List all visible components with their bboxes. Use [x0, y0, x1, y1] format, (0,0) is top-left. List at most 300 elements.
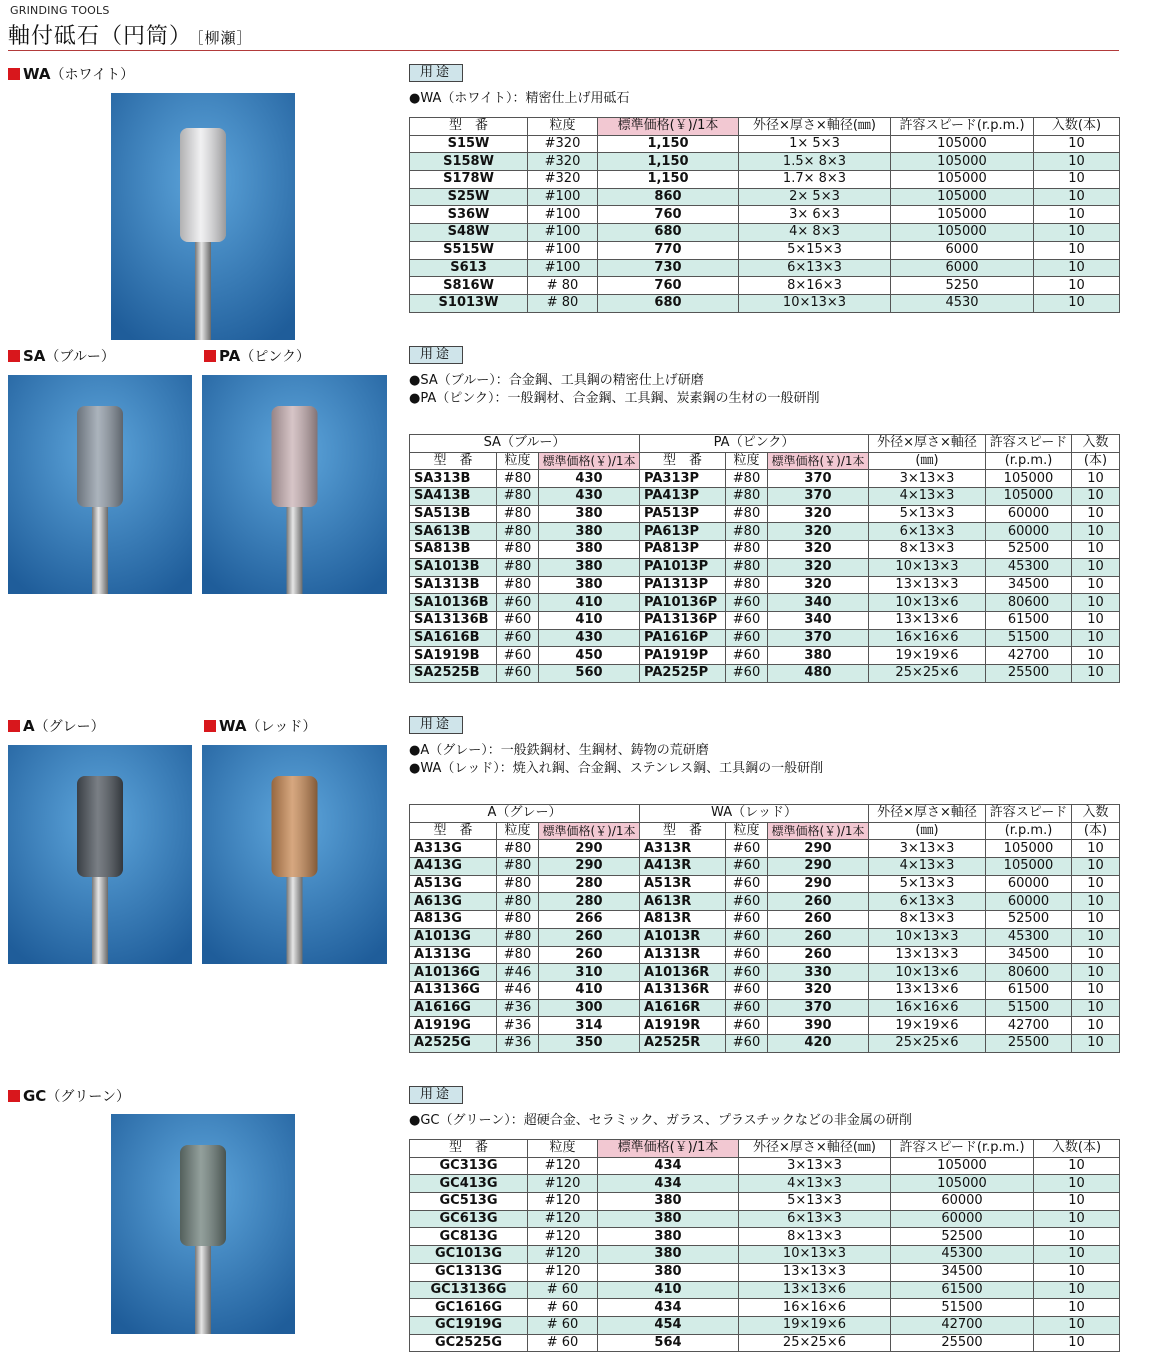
table-cell: 330 [768, 964, 869, 982]
table-cell: #80 [497, 576, 539, 594]
table-cell: 3× 6×3 [739, 206, 891, 224]
table-cell: 260 [768, 946, 869, 964]
table-cell: #320 [528, 171, 598, 189]
table-cell: 13×13×3 [869, 946, 986, 964]
table-cell: #80 [726, 558, 768, 576]
table-cell: #60 [726, 928, 768, 946]
table-cell: 380 [598, 1263, 739, 1281]
table-cell: 4×13×3 [869, 858, 986, 876]
table-cell: 10 [1072, 893, 1120, 911]
col-qty: 入数(本) [1034, 1140, 1120, 1158]
col-price: 標準価格(￥)/1本 [598, 1140, 739, 1158]
use-line: ●GC（グリーン）：超硬合金、セラミック、ガラス、プラスチックなどの非金属の研削 [409, 1113, 912, 1128]
table-cell: 480 [768, 664, 869, 682]
table-cell: 10 [1034, 1210, 1120, 1228]
table-cell: 10 [1072, 470, 1120, 488]
table-cell: 3×13×3 [739, 1157, 891, 1175]
category-code: GC [23, 1087, 47, 1105]
table-cell: 266 [539, 911, 640, 929]
table-cell: SA313B [410, 470, 497, 488]
table-row [410, 558, 1120, 576]
table-cell: 320 [768, 541, 869, 559]
table-cell: S25W [410, 188, 528, 206]
table-cell: PA613P [640, 523, 726, 541]
table-cell: A1013G [410, 928, 497, 946]
table-cell: #80 [726, 576, 768, 594]
table-cell: #120 [528, 1246, 598, 1264]
table-cell: 10 [1072, 523, 1120, 541]
table-cell: #60 [726, 647, 768, 665]
category-label-wa-red [204, 716, 316, 736]
col-grit: 粒度 [528, 118, 598, 136]
spec-table-sa-pa [409, 434, 1120, 683]
category-code: WA [23, 65, 51, 83]
table-cell: PA513P [640, 505, 726, 523]
table-cell: #60 [497, 664, 539, 682]
table-cell: 370 [768, 488, 869, 506]
table-cell: 1,150 [598, 135, 739, 153]
group-header-wa: WA（レッド） [640, 805, 869, 823]
table-cell: #60 [726, 1034, 768, 1052]
table-cell: 16×16×6 [739, 1299, 891, 1317]
table-cell: 260 [539, 928, 640, 946]
table-cell: 105000 [986, 858, 1072, 876]
table-row [410, 893, 1120, 911]
table-row [410, 1017, 1120, 1035]
table-cell: 60000 [891, 1210, 1034, 1228]
table-row [410, 964, 1120, 982]
table-cell: #120 [528, 1157, 598, 1175]
table-row [410, 277, 1120, 295]
col-price: 標準価格(￥)/1本 [768, 822, 869, 840]
table-cell: 5250 [891, 277, 1034, 295]
table-cell: 10×13×6 [869, 964, 986, 982]
table-cell: #60 [726, 946, 768, 964]
table-cell: A2525G [410, 1034, 497, 1052]
category-name: （ブルー） [45, 349, 115, 365]
table-cell: 380 [598, 1193, 739, 1211]
col-model: 型 番 [640, 452, 726, 470]
table-cell: 25500 [891, 1334, 1034, 1352]
table-row [410, 1281, 1120, 1299]
table-cell: #60 [726, 893, 768, 911]
table-row [410, 1034, 1120, 1052]
table-cell: A1919R [640, 1017, 726, 1035]
table-cell: S515W [410, 241, 528, 259]
table-row [410, 241, 1120, 259]
table-cell: GC1313G [410, 1263, 528, 1281]
table-cell: #100 [528, 224, 598, 242]
table-cell: 13×13×3 [869, 576, 986, 594]
table-cell: 10×13×3 [869, 928, 986, 946]
table-cell: SA613B [410, 523, 497, 541]
table-cell: 8×13×3 [869, 911, 986, 929]
table-cell: 10 [1034, 1316, 1120, 1334]
table-cell: 370 [768, 999, 869, 1017]
table-cell: #120 [528, 1263, 598, 1281]
table-cell: 10 [1034, 1175, 1120, 1193]
table-cell: 61500 [986, 981, 1072, 999]
table-cell: 13×13×6 [739, 1281, 891, 1299]
table-cell: 25×25×6 [869, 1034, 986, 1052]
table-cell: 10 [1034, 135, 1120, 153]
table-cell: 52500 [891, 1228, 1034, 1246]
red-square-icon [8, 720, 20, 732]
col-speed: 許容スピード(r.p.m.) [891, 1140, 1034, 1158]
brand-label: GRINDING TOOLS [10, 4, 110, 17]
table-cell: 60000 [986, 893, 1072, 911]
category-label-sa-blue [8, 346, 115, 366]
table-cell: 10 [1072, 999, 1120, 1017]
table-cell: 290 [539, 858, 640, 876]
table-cell: 680 [598, 224, 739, 242]
col-grit: 粒度 [497, 822, 539, 840]
table-cell: 434 [598, 1175, 739, 1193]
table-cell: 10 [1072, 576, 1120, 594]
col-qty-unit: (本) [1072, 822, 1120, 840]
category-name: （ホワイト） [50, 67, 135, 83]
table-cell: 10 [1072, 928, 1120, 946]
table-row [410, 664, 1120, 682]
use-heading: 用途 [409, 346, 463, 364]
table-cell: 390 [768, 1017, 869, 1035]
table-cell: A1013R [640, 928, 726, 946]
table-cell: 2× 5×3 [739, 188, 891, 206]
table-cell: 10 [1072, 1017, 1120, 1035]
table-cell: SA1013B [410, 558, 497, 576]
table-cell: #80 [497, 875, 539, 893]
table-cell: 19×19×6 [869, 1017, 986, 1035]
table-cell: 370 [768, 470, 869, 488]
title-divider [8, 50, 1119, 51]
table-row [410, 981, 1120, 999]
table-cell: 1.5× 8×3 [739, 153, 891, 171]
category-name: （グレー） [34, 719, 105, 735]
table-cell: 10 [1072, 488, 1120, 506]
table-cell: 760 [598, 277, 739, 295]
table-cell: 410 [598, 1281, 739, 1299]
table-cell: A813R [640, 911, 726, 929]
table-row [410, 1246, 1120, 1264]
table-row [410, 470, 1120, 488]
table-row [410, 1263, 1120, 1281]
table-cell: SA13136B [410, 611, 497, 629]
table-cell: 10 [1034, 224, 1120, 242]
table-cell: 280 [539, 875, 640, 893]
col-qty: 入数(本) [1034, 118, 1120, 136]
table-cell: A2525R [640, 1034, 726, 1052]
table-cell: 350 [539, 1034, 640, 1052]
table-cell: S36W [410, 206, 528, 224]
photo-sa-blue [8, 375, 192, 594]
group-header-sa: SA（ブルー） [410, 435, 640, 453]
category-code: WA [219, 717, 247, 735]
table-row [410, 911, 1120, 929]
use-line: ●WA（ホワイト）：精密仕上げ用砥石 [409, 91, 630, 106]
table-row [410, 629, 1120, 647]
table-cell: 105000 [986, 840, 1072, 858]
table-cell: 10 [1034, 241, 1120, 259]
col-qty: 入数 [1072, 805, 1120, 823]
table-cell: 105000 [891, 135, 1034, 153]
spec-table-wa-white [409, 117, 1120, 313]
table-row [410, 875, 1120, 893]
table-cell: 34500 [986, 576, 1072, 594]
table-cell: SA1616B [410, 629, 497, 647]
table-cell: 454 [598, 1316, 739, 1334]
use-line: ●PA（ピンク）：一般鋼材、合金鋼、工具鋼、炭素鋼の生材の一般研削 [409, 391, 820, 406]
table-cell: 45300 [986, 558, 1072, 576]
table-cell: #60 [726, 858, 768, 876]
table-cell: A1616R [640, 999, 726, 1017]
photo-gc-green [111, 1114, 295, 1334]
table-cell: 52500 [986, 541, 1072, 559]
table-cell: A413G [410, 858, 497, 876]
table-cell: SA2525B [410, 664, 497, 682]
table-row [410, 224, 1120, 242]
table-cell: 10 [1072, 946, 1120, 964]
table-cell: GC813G [410, 1228, 528, 1246]
photo-wa-red [202, 745, 387, 964]
table-cell: PA1616P [640, 629, 726, 647]
table-cell: 1× 5×3 [739, 135, 891, 153]
col-speed: 許容スピード(r.p.m.) [891, 118, 1034, 136]
table-cell: 320 [768, 981, 869, 999]
table-cell: 4530 [891, 294, 1034, 312]
table-cell: PA813P [640, 541, 726, 559]
col-price: 標準価格(￥)/1本 [539, 822, 640, 840]
table-cell: PA313P [640, 470, 726, 488]
table-row [410, 928, 1120, 946]
category-label-wa-white [8, 64, 134, 84]
spec-table-a-wa [409, 804, 1120, 1053]
table-cell: 770 [598, 241, 739, 259]
table-row [410, 1210, 1120, 1228]
table-cell: 564 [598, 1334, 739, 1352]
table-cell: 10 [1072, 858, 1120, 876]
col-grit: 粒度 [528, 1140, 598, 1158]
table-cell: #60 [497, 594, 539, 612]
table-cell: 6×13×3 [739, 1210, 891, 1228]
table-cell: S15W [410, 135, 528, 153]
table-cell: #36 [497, 1034, 539, 1052]
table-cell: #60 [726, 964, 768, 982]
col-size: 外径×厚さ×軸径(㎜) [739, 118, 891, 136]
col-size: 外径×厚さ×軸径(㎜) [739, 1140, 891, 1158]
table-row [410, 647, 1120, 665]
col-grit: 粒度 [726, 822, 768, 840]
table-cell: SA10136B [410, 594, 497, 612]
table-cell: #80 [497, 541, 539, 559]
page-subtitle: ［柳瀬］ [196, 29, 253, 47]
table-cell: 260 [768, 911, 869, 929]
table-cell: 45300 [891, 1246, 1034, 1264]
table-cell: SA813B [410, 541, 497, 559]
table-cell: 380 [539, 576, 640, 594]
table-cell: 4× 8×3 [739, 224, 891, 242]
table-cell: #60 [497, 647, 539, 665]
table-cell: 10 [1034, 171, 1120, 189]
photo-wa-white [111, 93, 295, 340]
table-cell: #60 [726, 1017, 768, 1035]
table-cell: #80 [497, 858, 539, 876]
table-cell: 10 [1072, 505, 1120, 523]
table-cell: 45300 [986, 928, 1072, 946]
category-label-a-grey [8, 716, 105, 736]
table-row [410, 1316, 1120, 1334]
table-cell: 10 [1072, 981, 1120, 999]
red-square-icon [204, 720, 216, 732]
table-cell: 25500 [986, 1034, 1072, 1052]
table-cell: # 80 [528, 294, 598, 312]
table-cell: 16×16×6 [869, 999, 986, 1017]
table-cell: 260 [768, 893, 869, 911]
table-cell: #80 [497, 840, 539, 858]
table-row [410, 1299, 1120, 1317]
table-cell: PA1013P [640, 558, 726, 576]
col-model: 型 番 [410, 452, 497, 470]
table-cell: 290 [539, 840, 640, 858]
table-cell: GC1616G [410, 1299, 528, 1317]
table-cell: 6000 [891, 241, 1034, 259]
table-cell: 10 [1072, 647, 1120, 665]
table-cell: S48W [410, 224, 528, 242]
table-cell: 310 [539, 964, 640, 982]
table-cell: A513G [410, 875, 497, 893]
col-grit: 粒度 [726, 452, 768, 470]
table-cell: 320 [768, 576, 869, 594]
table-cell: 105000 [891, 206, 1034, 224]
table-cell: #80 [497, 911, 539, 929]
table-cell: #320 [528, 153, 598, 171]
white-grinding-stone-image [111, 93, 295, 340]
col-size-unit: (㎜) [869, 822, 986, 840]
table-cell: #60 [726, 981, 768, 999]
table-cell: #80 [726, 470, 768, 488]
col-model: 型 番 [640, 822, 726, 840]
table-cell: #80 [726, 541, 768, 559]
table-cell: A613R [640, 893, 726, 911]
table-cell: A13136R [640, 981, 726, 999]
table-cell: 19×19×6 [869, 647, 986, 665]
table-cell: 300 [539, 999, 640, 1017]
table-cell: 19×19×6 [739, 1316, 891, 1334]
table-cell: 10×13×3 [869, 558, 986, 576]
table-cell: #46 [497, 964, 539, 982]
table-cell: 280 [539, 893, 640, 911]
table-cell: 430 [539, 470, 640, 488]
table-cell: 380 [598, 1246, 739, 1264]
table-cell: PA2525P [640, 664, 726, 682]
table-row [410, 488, 1120, 506]
table-cell: 860 [598, 188, 739, 206]
col-speed: 許容スピード [986, 805, 1072, 823]
table-cell: 10 [1034, 1334, 1120, 1352]
table-cell: #60 [726, 999, 768, 1017]
table-cell: # 80 [528, 277, 598, 295]
table-cell: 10 [1072, 964, 1120, 982]
table-cell: 10 [1072, 541, 1120, 559]
table-cell: 42700 [986, 647, 1072, 665]
table-cell: # 60 [528, 1281, 598, 1299]
table-cell: 8×13×3 [869, 541, 986, 559]
table-cell: 290 [768, 840, 869, 858]
table-cell: #80 [497, 505, 539, 523]
table-cell: A1313G [410, 946, 497, 964]
table-cell: 51500 [891, 1299, 1034, 1317]
photo-a-grey [8, 745, 192, 964]
table-cell: #60 [497, 629, 539, 647]
table-cell: 340 [768, 594, 869, 612]
table-cell: 260 [768, 928, 869, 946]
table-cell: 105000 [891, 171, 1034, 189]
table-cell: 105000 [986, 470, 1072, 488]
table-cell: 10×13×3 [739, 294, 891, 312]
table-cell: 10 [1034, 1228, 1120, 1246]
table-cell: A10136G [410, 964, 497, 982]
table-cell: SA513B [410, 505, 497, 523]
table-cell: 10 [1034, 1246, 1120, 1264]
table-cell: #60 [726, 840, 768, 858]
pink-grinding-stone-image [202, 375, 387, 594]
table-cell: A313R [640, 840, 726, 858]
table-cell: 61500 [986, 611, 1072, 629]
table-row [410, 188, 1120, 206]
table-cell: 10 [1072, 558, 1120, 576]
table-cell: 10 [1034, 153, 1120, 171]
table-cell: PA1313P [640, 576, 726, 594]
use-line: ●A（グレー）：一般鉄鋼材、生鋼材、鋳物の荒研磨 [409, 743, 709, 758]
table-cell: 320 [768, 558, 869, 576]
table-cell: 1.7× 8×3 [739, 171, 891, 189]
col-speed: 許容スピード [986, 435, 1072, 453]
table-cell: A10136R [640, 964, 726, 982]
table-cell: S178W [410, 171, 528, 189]
category-code: SA [23, 347, 46, 365]
table-cell: 10 [1034, 294, 1120, 312]
group-header-pa: PA（ピンク） [640, 435, 869, 453]
table-cell: 4×13×3 [739, 1175, 891, 1193]
table-cell: 10 [1072, 594, 1120, 612]
table-cell: 80600 [986, 594, 1072, 612]
category-label-gc-green [8, 1086, 130, 1106]
table-cell: 42700 [891, 1316, 1034, 1334]
table-cell: #100 [528, 241, 598, 259]
col-speed-unit: (r.p.m.) [986, 452, 1072, 470]
table-cell: S1013W [410, 294, 528, 312]
table-cell: 1,150 [598, 171, 739, 189]
table-cell: 10 [1072, 1034, 1120, 1052]
table-cell: 6000 [891, 259, 1034, 277]
table-cell: 10 [1034, 1281, 1120, 1299]
table-cell: 52500 [986, 911, 1072, 929]
table-cell: 380 [539, 558, 640, 576]
table-cell: #120 [528, 1175, 598, 1193]
table-row [410, 1334, 1120, 1352]
table-cell: #80 [497, 523, 539, 541]
table-cell: #80 [497, 893, 539, 911]
table-cell: 314 [539, 1017, 640, 1035]
table-cell: 10 [1072, 629, 1120, 647]
table-cell: SA1919B [410, 647, 497, 665]
table-row [410, 171, 1120, 189]
table-cell: 290 [768, 858, 869, 876]
table-cell: #120 [528, 1210, 598, 1228]
col-qty: 入数 [1072, 435, 1120, 453]
table-cell: 5×13×3 [869, 875, 986, 893]
table-cell: 760 [598, 206, 739, 224]
col-size-unit: (㎜) [869, 452, 986, 470]
